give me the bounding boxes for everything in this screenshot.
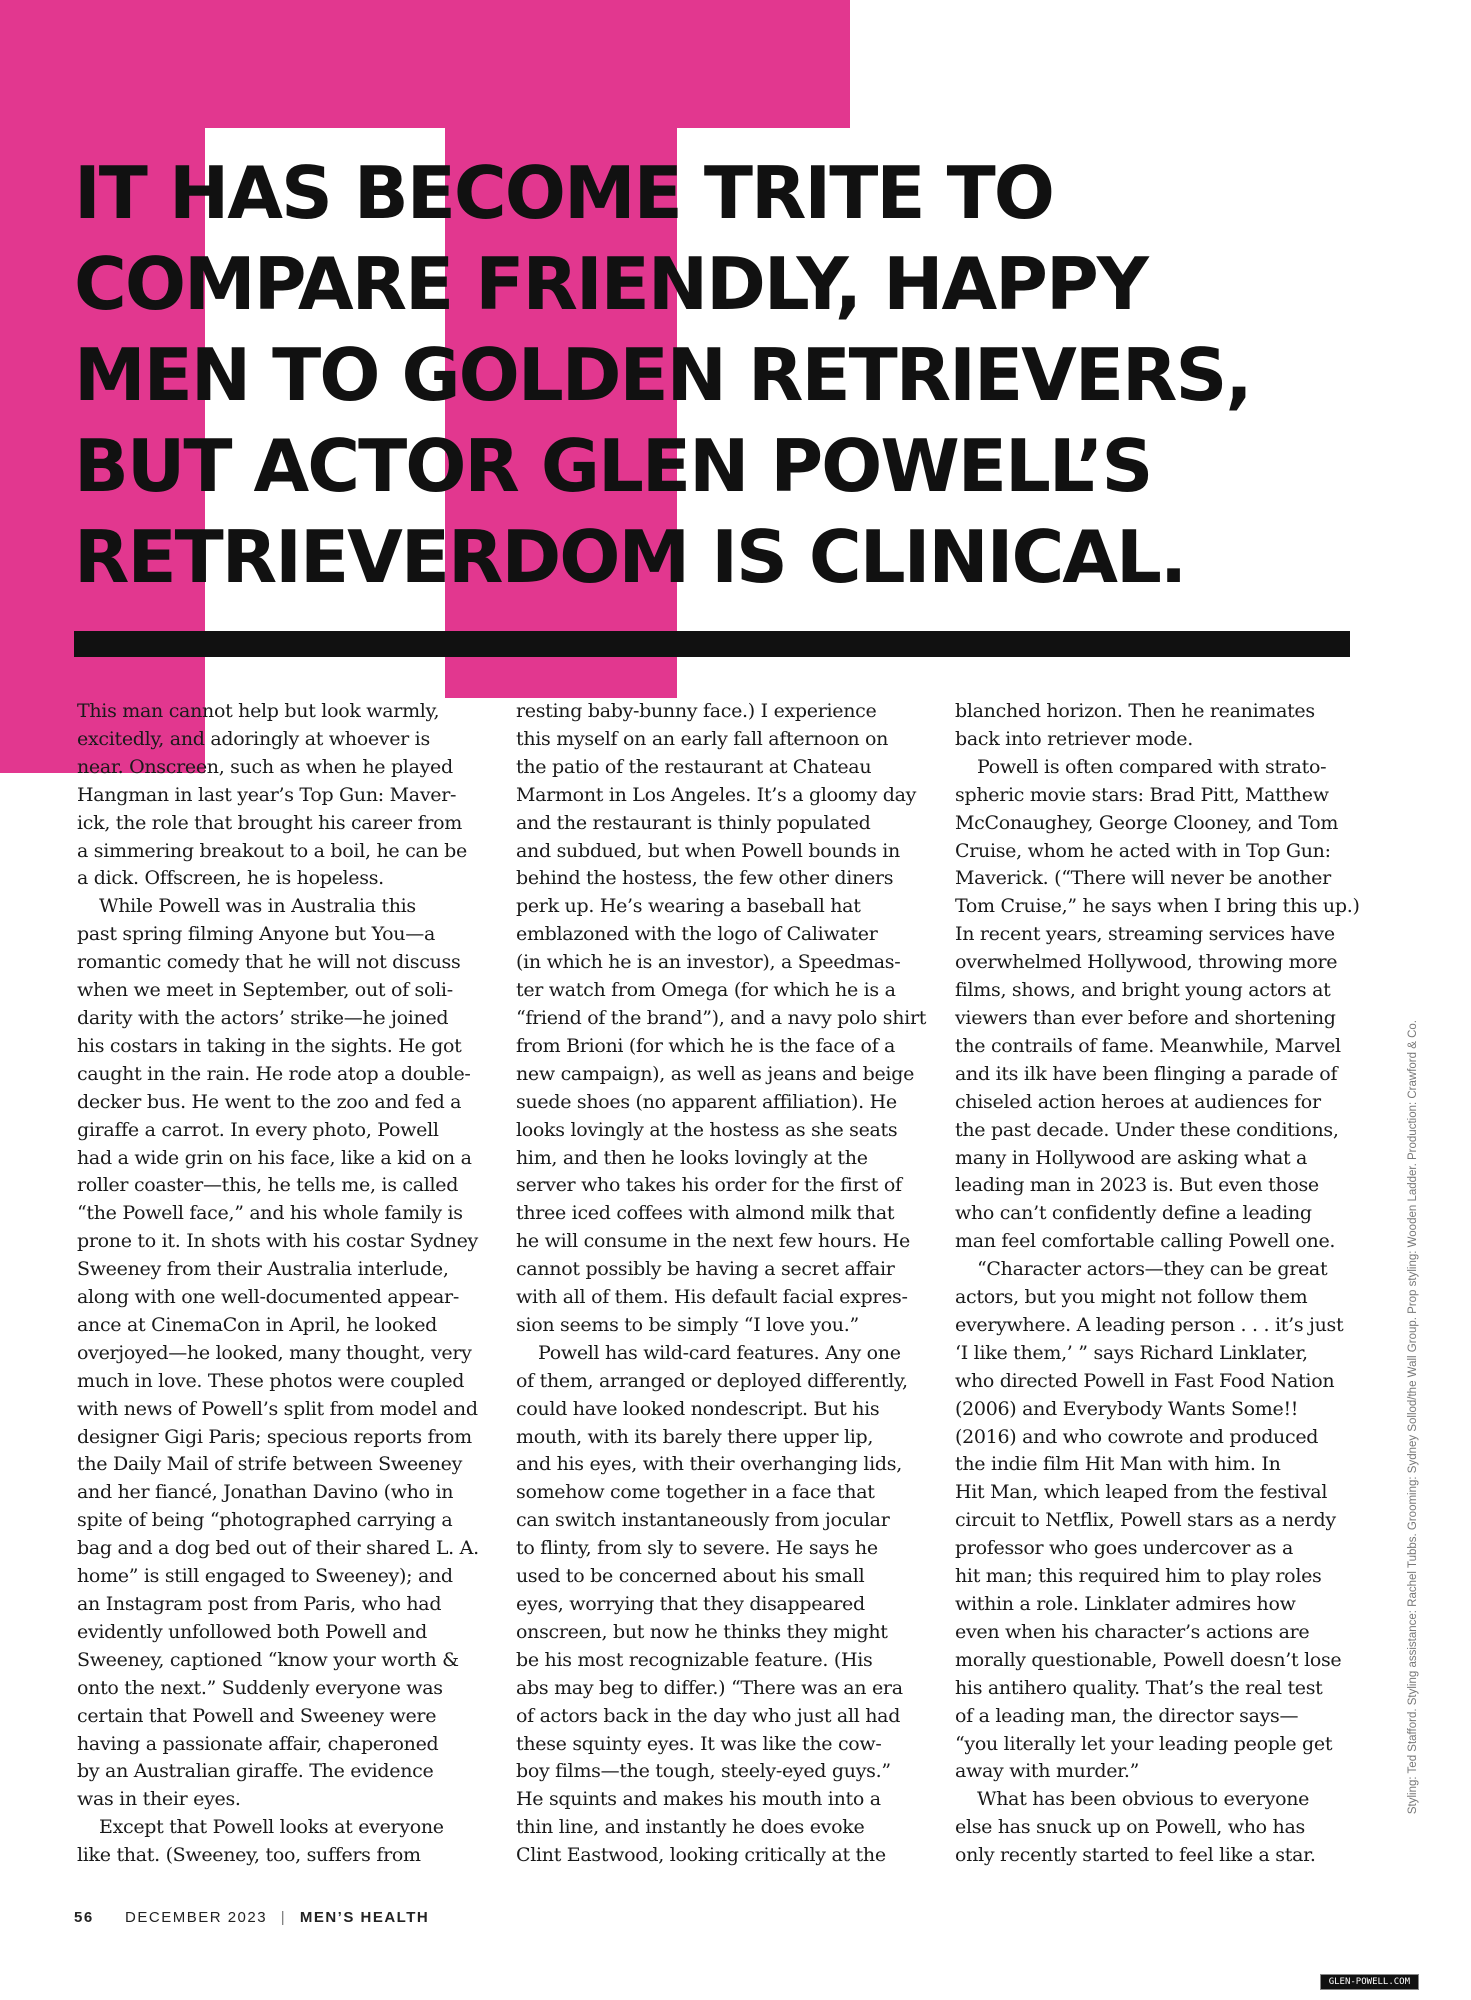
body-text-line: mouth, with its barely there upper lip, (516, 1425, 874, 1448)
body-text-line: and his eyes, with their overhanging lids, (516, 1453, 902, 1476)
body-text-line: he will consume in the next few hours. He (516, 1230, 910, 1253)
body-text-line: While Powell was in Australia this (99, 895, 416, 918)
body-text-line: behind the hostess, the few other diners (516, 867, 894, 890)
body-text-line: Maverick. (“There will never be another (955, 867, 1331, 890)
body-column-2 (516, 698, 926, 1870)
body-text-line: his costars in taking in the sights. He got (77, 1034, 462, 1057)
headline-line: COMPARE FRIENDLY, HAPPY (74, 242, 1147, 326)
body-text-line: like that. (Sweeney, too, suffers from (77, 1844, 421, 1867)
body-text-line: a dick. Offscreen, he is hopeless. (77, 867, 384, 890)
body-text-line: him, and then he looks lovingly at the (516, 1146, 868, 1169)
body-text-line: “you literally let your leading people get (955, 1732, 1333, 1755)
body-text-line: of a leading man, the director says— (955, 1704, 1299, 1727)
body-text-line: “Character actors—they can be great (977, 1258, 1328, 1281)
body-text-line: leading man in 2023 is. But even those (955, 1174, 1319, 1197)
body-text-line: Sweeney, captioned “know your worth & (77, 1648, 459, 1671)
body-text-line: could have looked nondescript. But his (516, 1397, 880, 1420)
body-text-line: three iced coffees with almond milk that (516, 1202, 895, 1225)
headline-line: RETRIEVERDOM IS CLINICAL. (74, 515, 1186, 599)
body-text-line: used to be concerned about his small (516, 1565, 865, 1588)
body-text-line: Clint Eastwood, looking critically at the (516, 1844, 886, 1867)
body-text-line: else has snuck up on Powell, who has (955, 1816, 1305, 1839)
body-text-line: McConaughey, George Clooney, and Tom (955, 811, 1339, 834)
body-text-line: onto the next.” Suddenly everyone was (77, 1676, 443, 1699)
body-column-1 (77, 698, 487, 1870)
body-text-line: designer Gigi Paris; specious reports from (77, 1425, 472, 1448)
body-text-line: abs may beg to differ.) “There was an era (516, 1676, 903, 1699)
body-text-line: decker bus. He went to the zoo and fed a (77, 1090, 462, 1113)
body-text-line: near. Onscreen, such as when he played (77, 755, 453, 778)
body-column-3 (955, 698, 1365, 1870)
body-text-line: to flinty, from sly to severe. He says he (516, 1537, 878, 1560)
body-text-line: overjoyed—he looked, many thought, very (77, 1341, 472, 1364)
body-text-line: and her fiancé, Jonathan Davino (who in (77, 1481, 454, 1504)
body-text-line: viewers than ever before and shortening (955, 1006, 1336, 1029)
body-text-line: onscreen, but now he thinks they might (516, 1620, 888, 1643)
folio-separator: | (280, 1909, 287, 1926)
body-text-line: an Instagram post from Paris, who had (77, 1593, 442, 1615)
body-text-line: In recent years, streaming services have (955, 923, 1335, 946)
body-text-line: past spring filming Anyone but You—a (77, 923, 435, 946)
body-text-line: films, shows, and bright young actors at (955, 979, 1331, 1002)
body-text-line: server who takes his order for the first of (516, 1174, 902, 1197)
body-text-line: roller coaster—this, he tells me, is called (77, 1174, 459, 1197)
body-text-line: Hit Man, which leaped from the festival (955, 1481, 1328, 1504)
site-watermark: GLEN-POWELL.COM (1320, 1974, 1419, 1990)
body-text-line: “the Powell face,” and his whole family is (77, 1202, 463, 1225)
body-text-line: circuit to Netflix, Powell stars as a nerdy (955, 1509, 1336, 1532)
body-text-line: along with one well-documented appear- (77, 1286, 459, 1309)
body-text-line: actors, but you might not follow them (955, 1286, 1308, 1309)
body-text-line: Powell is often compared with strato- (977, 755, 1327, 778)
body-text-line: somehow come together in a face that (516, 1481, 875, 1504)
body-text-line: giraffe a carrot. In every photo, Powell (77, 1118, 439, 1141)
issue-date: DECEMBER 2023 (125, 1909, 268, 1926)
body-text-line: ‘I like them,’ ” says Richard Linklater, (955, 1341, 1308, 1364)
body-text-line: Powell has wild-card features. Any one (538, 1341, 901, 1364)
body-text-line: morally questionable, Powell doesn’t lose (955, 1648, 1342, 1671)
dropcap-top-bar (205, 0, 850, 128)
body-text-line: ick, the role that brought his career from (77, 811, 462, 834)
body-text-line: cannot possibly be having a secret affair (516, 1258, 895, 1281)
body-text-line: chiseled action heroes at audiences for (955, 1090, 1321, 1113)
body-text-line: by an Australian giraffe. The evidence (77, 1760, 434, 1783)
body-text-line: bag and a dog bed out of their shared L. A. (77, 1537, 479, 1560)
body-text-line: the indie film Hit Man with him. In (955, 1453, 1281, 1476)
body-text-line: much in love. These photos were coupled (77, 1369, 465, 1392)
body-text-line: evidently unfollowed both Powell and (77, 1620, 428, 1643)
body-text-line: back into retriever mode. (955, 727, 1193, 750)
photo-credits: Styling: Ted Stafford. Styling assistance: Rachel Tubbs. Grooming: Sydney Sollod/the Wall Group. Prop styling: Wooden Ladder. Production: Crawford & Co. (1407, 1020, 1419, 1815)
body-text-line: caught in the rain. He rode atop a double- (77, 1062, 471, 1085)
body-text-line: thin line, and instantly he does evoke (516, 1816, 865, 1839)
body-text-line: eyes, worrying that they disappeared (516, 1593, 865, 1615)
body-text-line: only recently started to feel like a star. (955, 1844, 1316, 1867)
body-text-line: who directed Powell in Fast Food Nation (955, 1369, 1335, 1392)
body-text-line: suede shoes (no apparent affiliation). He (516, 1090, 897, 1113)
article-headline (74, 148, 1414, 603)
page-folio (74, 1909, 429, 1926)
body-text-line: the past decade. Under these conditions, (955, 1118, 1339, 1141)
body-text-line: spite of being “photographed carrying a (77, 1509, 453, 1532)
body-text-line: and its ilk have been flinging a parade of (955, 1062, 1338, 1085)
body-text-line: Hangman in last year’s Top Gun: Maver- (77, 783, 457, 806)
body-text-line: even when his character’s actions are (955, 1620, 1310, 1643)
body-text-line: can switch instantaneously from jocular (516, 1509, 890, 1532)
body-text-line: Marmont in Los Angeles. It’s a gloomy day (516, 783, 917, 806)
body-text-line: a simmering breakout to a boil, he can be (77, 839, 467, 862)
body-text-line: This man cannot help but look warmly, (77, 700, 440, 722)
body-text-line: excitedly, and adoringly at whoever is (77, 727, 430, 750)
body-text-line: perk up. He’s wearing a baseball hat (516, 895, 861, 918)
body-text-line: of actors back in the day who just all had (516, 1704, 901, 1727)
body-text-line: darity with the actors’ strike—he joined (77, 1006, 449, 1029)
body-text-line: and subdued, but when Powell bounds in (516, 839, 900, 862)
body-text-line: away with murder.” (955, 1760, 1140, 1783)
body-text-line: and the restaurant is thinly populated (516, 811, 871, 834)
body-text-line: emblazoned with the logo of Caliwater (516, 923, 878, 946)
body-text-line: looks lovingly at the hostess as she seats (516, 1118, 898, 1141)
body-text-line: professor who goes undercover as a (955, 1537, 1294, 1560)
body-text-line: with news of Powell’s split from model and (77, 1397, 478, 1420)
body-text-line: (2006) and Everybody Wants Some!! (955, 1397, 1299, 1420)
body-text-line: the patio of the restaurant at Chateau (516, 755, 872, 778)
body-text-line: everywhere. A leading person . . . it’s just (955, 1313, 1344, 1336)
body-text-line: (in which he is an investor), a Speedmas- (516, 951, 901, 974)
body-text-line: this myself on an early fall afternoon on (516, 727, 889, 750)
body-text-line: He squints and makes his mouth into a (516, 1788, 881, 1811)
body-text-line: hit man; this required him to play roles (955, 1565, 1322, 1588)
body-text-line: had a wide grin on his face, like a kid on a (77, 1146, 472, 1169)
body-text-line: Sweeney from their Australia interlude, (77, 1258, 449, 1281)
body-text-line: was in their eyes. (77, 1788, 241, 1811)
body-text-line: of them, arranged or deployed differently, (516, 1369, 908, 1392)
body-text-line: home” is still engaged to Sweeney); and (77, 1565, 453, 1588)
body-text-line: Cruise, whom he acted with in Top Gun: (955, 839, 1331, 862)
body-text-line: spheric movie stars: Brad Pitt, Matthew (955, 783, 1329, 806)
body-text-line: certain that Powell and Sweeney were (77, 1704, 437, 1727)
body-text-line: (2016) and who cowrote and produced (955, 1425, 1319, 1448)
body-text-line: sion seems to be simply “I love you.” (516, 1313, 859, 1336)
body-text-line: ter watch from Omega (for which he is a (516, 979, 896, 1002)
body-text-line: within a role. Linklater admires how (955, 1593, 1296, 1615)
body-text-line: many in Hollywood are asking what a (955, 1146, 1308, 1169)
magazine-name: MEN’S HEALTH (299, 1909, 430, 1926)
headline-line: MEN TO GOLDEN RETRIEVERS, (74, 333, 1251, 417)
body-text-line: from Brioni (for which he is the face of a (516, 1034, 896, 1057)
page-number: 56 (74, 1909, 94, 1926)
body-text-line: prone to it. In shots with his costar Sydney (77, 1230, 478, 1253)
body-text-line: blanched horizon. Then he reanimates (955, 700, 1315, 722)
body-text-line: man feel comfortable calling Powell one. (955, 1230, 1336, 1253)
body-text-line: the contrails of fame. Meanwhile, Marvel (955, 1034, 1341, 1057)
body-text-line: What has been obvious to everyone (977, 1788, 1310, 1811)
body-text-line: the Daily Mail of strife between Sweeney (77, 1453, 463, 1476)
body-text-line: be his most recognizable feature. (His (516, 1648, 873, 1671)
body-text-line: Tom Cruise,” he says when I bring this up.) (955, 895, 1360, 918)
body-text-line: having a passionate affair, chaperoned (77, 1732, 439, 1755)
body-text-line: these squinty eyes. It was like the cow- (516, 1732, 882, 1755)
headline-line: BUT ACTOR GLEN POWELL’S (74, 424, 1152, 508)
headline-line: IT HAS BECOME TRITE TO (74, 151, 1053, 235)
body-text-line: with all of them. His default facial expres- (516, 1286, 908, 1309)
body-text-line: his antihero quality. That’s the real test (955, 1676, 1323, 1699)
body-text-line: who can’t confidently define a leading (955, 1202, 1312, 1225)
body-text-line: “friend of the brand”), and a navy polo shirt (516, 1006, 927, 1029)
body-text-line: romantic comedy that he will not discuss (77, 951, 461, 974)
headline-rule (74, 631, 1350, 657)
body-text-line: resting baby-bunny face.) I experience (516, 700, 877, 722)
body-text-line: boy films—the tough, steely-eyed guys.” (516, 1760, 891, 1783)
body-text-line: new campaign), as well as jeans and beige (516, 1062, 915, 1085)
body-text-line: Except that Powell looks at everyone (99, 1816, 444, 1839)
body-text-line: overwhelmed Hollywood, throwing more (955, 951, 1338, 974)
body-text-line: when we meet in September, out of soli- (77, 979, 453, 1002)
body-text-line: ance at CinemaCon in April, he looked (77, 1313, 438, 1336)
